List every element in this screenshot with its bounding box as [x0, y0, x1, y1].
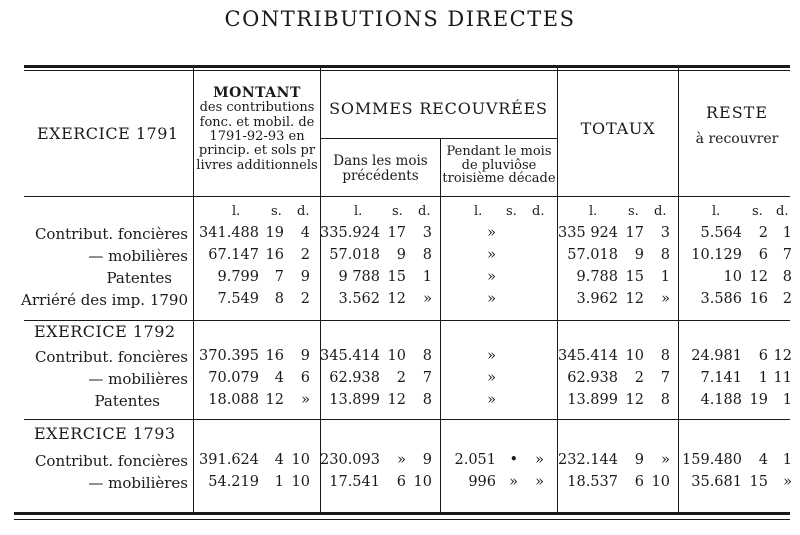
reste-sols: 15 [749, 474, 768, 490]
precedents-deniers: 3 [422, 225, 432, 241]
totaux-sols: 15 [625, 269, 644, 285]
reste-sols: 12 [749, 269, 768, 285]
precedents-sols: » [397, 452, 406, 468]
reste-deniers: 1 [782, 392, 792, 408]
pluviose-livres: » [487, 392, 496, 408]
row-label: Patentes [106, 269, 172, 287]
pluviose-unit-l: l. [474, 204, 483, 219]
montant-livres: 7.549 [217, 291, 259, 307]
precedents-livres: 3.562 [338, 291, 380, 307]
reste-deniers: » [783, 474, 792, 490]
top-thick-rule [24, 65, 790, 68]
totaux-header: TOTAUX [580, 119, 656, 138]
row-label: Arriéré des imp. 1790 [21, 291, 188, 309]
reste-sols: 1 [758, 370, 768, 386]
totaux-livres: 62.938 [567, 370, 618, 386]
reste-sols: 19 [749, 392, 768, 408]
precedents-livres: 335.924 [320, 225, 380, 241]
reste-unit-l: l. [712, 204, 721, 219]
reste-deniers: 12 [773, 348, 792, 364]
pluviose-unit-d: d. [532, 204, 545, 219]
totaux-sols: 9 [634, 247, 644, 263]
montant-line-4: princip. et sols pr [198, 143, 316, 159]
dans-les-mois-header [321, 154, 440, 184]
pluviose-deniers: » [535, 452, 544, 468]
pluviose-unit-s: s. [506, 204, 517, 219]
precedents-deniers: 10 [413, 474, 432, 490]
montant-deniers: 2 [300, 247, 310, 263]
reste-deniers: 11 [773, 370, 792, 386]
pendant-line-1: Pendant le mois [446, 144, 552, 159]
row-label: Contribut. foncières [34, 225, 188, 243]
reste-deniers: 7 [782, 247, 792, 263]
section-rule-1793 [24, 419, 790, 420]
reste-livres: 10.129 [691, 247, 742, 263]
totaux-deniers: 8 [660, 348, 670, 364]
montant-livres: 370.395 [199, 348, 259, 364]
montant-sols: 12 [265, 392, 284, 408]
totaux-deniers: 3 [660, 225, 670, 241]
reste-deniers: 1 [782, 452, 792, 468]
totaux-livres: 335 924 [558, 225, 618, 241]
precedents-unit-d: d. [418, 204, 431, 219]
header-bottom-rule [24, 196, 790, 197]
reste-livres: 7.141 [700, 370, 742, 386]
reste-deniers: 1 [782, 225, 792, 241]
reste-sols: 2 [758, 225, 768, 241]
precedents-deniers: 8 [422, 247, 432, 263]
montant-deniers: 4 [300, 225, 310, 241]
reste-unit-d: d. [776, 204, 789, 219]
bottom-thin-rule [14, 519, 790, 520]
totaux-sols: 9 [634, 452, 644, 468]
montant-deniers: 9 [300, 348, 310, 364]
reste-livres: 5.564 [700, 225, 742, 241]
pluviose-sols: » [509, 474, 518, 490]
totaux-sols: 2 [634, 370, 644, 386]
precedents-sols: 6 [396, 474, 406, 490]
totaux-livres: 345.414 [558, 348, 618, 364]
reste-title: RESTE [705, 103, 769, 122]
montant-deniers: 9 [300, 269, 310, 285]
reste-unit-s: s. [752, 204, 763, 219]
exercice-1791-heading: EXERCICE 1791 [37, 124, 179, 143]
col-divider-2 [320, 68, 321, 512]
precedents-livres: 345.414 [320, 348, 380, 364]
totaux-sols: 12 [625, 291, 644, 307]
precedents-livres: 57.018 [329, 247, 380, 263]
row-label: — mobilières [88, 247, 188, 265]
precedents-unit-s: s. [392, 204, 403, 219]
totaux-deniers: 8 [660, 247, 670, 263]
totaux-deniers: » [661, 291, 670, 307]
totaux-livres: 18.537 [567, 474, 618, 490]
montant-line-1: des contributions [199, 100, 315, 116]
row-label: Contribut. foncières [34, 348, 188, 366]
montant-livres: 67.147 [208, 247, 259, 263]
totaux-livres: 9.788 [576, 269, 618, 285]
bottom-thick-rule [14, 512, 790, 515]
montant-livres: 54.219 [208, 474, 259, 490]
reste-sols: 6 [758, 348, 768, 364]
pluviose-livres: » [487, 370, 496, 386]
montant-title: MONTANT [213, 85, 301, 101]
montant-deniers: 10 [291, 452, 310, 468]
montant-sols: 16 [265, 247, 284, 263]
precedents-livres: 62.938 [329, 370, 380, 386]
reste-subtitle: à recouvrer [695, 130, 779, 147]
precedents-sols: 10 [387, 348, 406, 364]
row-label: — mobilières [88, 370, 188, 388]
montant-sols: 19 [265, 225, 284, 241]
page-title: CONTRIBUTIONS DIRECTES [224, 7, 576, 31]
reste-livres: 24.981 [691, 348, 742, 364]
precedents-unit-l: l. [354, 204, 363, 219]
totaux-deniers: 10 [651, 474, 670, 490]
montant-unit-l: l. [232, 204, 241, 219]
montant-livres: 70.079 [208, 370, 259, 386]
pluviose-livres: » [487, 348, 496, 364]
totaux-unit-l: l. [589, 204, 598, 219]
pluviose-livres: 2.051 [454, 452, 496, 468]
pluviose-livres: » [487, 225, 496, 241]
sommes-header: SOMMES RECOUVRÉES [329, 99, 548, 118]
exercice-1793-heading: EXERCICE 1793 [34, 424, 176, 443]
col-divider-3 [440, 138, 441, 512]
precedents-sols: 12 [387, 392, 406, 408]
reste-livres: 4.188 [700, 392, 742, 408]
montant-line-3: 1791-92-93 en [209, 128, 305, 144]
precedents-deniers: 1 [422, 269, 432, 285]
totaux-unit-s: s. [628, 204, 639, 219]
precedents-sols: 12 [387, 291, 406, 307]
precedents-deniers: 8 [422, 392, 432, 408]
montant-sols: 16 [265, 348, 284, 364]
pluviose-sols: • [509, 452, 518, 468]
reste-sols: 16 [749, 291, 768, 307]
montant-livres: 341.488 [199, 225, 259, 241]
totaux-deniers: 8 [660, 392, 670, 408]
precedents-sols: 15 [387, 269, 406, 285]
totaux-sols: 6 [634, 474, 644, 490]
pendant-line-2: de pluviôse [461, 157, 537, 173]
sommes-underline [320, 138, 557, 139]
reste-livres: 3.586 [700, 291, 742, 307]
precedents-sols: 17 [387, 225, 406, 241]
row-label: Patentes [94, 392, 160, 410]
montant-unit-d: d. [297, 204, 310, 219]
montant-line-5: livres additionnels [196, 157, 318, 173]
montant-livres: 391.624 [199, 452, 259, 468]
montant-sols: 1 [274, 474, 284, 490]
montant-deniers: 6 [300, 370, 310, 386]
montant-sols: 4 [274, 370, 284, 386]
montant-livres: 9.799 [217, 269, 259, 285]
row-label: Contribut. foncières [34, 452, 188, 470]
top-thin-rule [24, 70, 790, 71]
montant-sols: 4 [274, 452, 284, 468]
pluviose-livres: 996 [468, 474, 496, 490]
precedents-sols: 9 [396, 247, 406, 263]
reste-sols: 6 [758, 247, 768, 263]
reste-header [679, 104, 795, 147]
montant-deniers: 2 [300, 291, 310, 307]
totaux-livres: 232.144 [558, 452, 618, 468]
totaux-unit-d: d. [654, 204, 667, 219]
totaux-sols: 10 [625, 348, 644, 364]
pluviose-livres: » [487, 291, 496, 307]
totaux-deniers: » [661, 452, 670, 468]
reste-livres: 159.480 [682, 452, 742, 468]
dans-line-1: Dans les mois [333, 153, 428, 169]
montant-line-2: fonc. et mobil. de [199, 114, 315, 130]
pendant-header [441, 145, 557, 186]
totaux-sols: 17 [625, 225, 644, 241]
montant-deniers: » [301, 392, 310, 408]
reste-sols: 4 [758, 452, 768, 468]
totaux-livres: 57.018 [567, 247, 618, 263]
montant-livres: 18.088 [208, 392, 259, 408]
reste-deniers: 2 [782, 291, 792, 307]
exercice-1792-heading: EXERCICE 1792 [34, 322, 176, 341]
totaux-livres: 3.962 [576, 291, 618, 307]
precedents-livres: 9 788 [338, 269, 380, 285]
pluviose-livres: » [487, 247, 496, 263]
precedents-sols: 2 [396, 370, 406, 386]
dans-line-2: précédents [342, 167, 419, 184]
section-rule-1792 [24, 320, 790, 321]
precedents-livres: 13.899 [329, 392, 380, 408]
montant-sols: 7 [274, 269, 284, 285]
pluviose-deniers: » [535, 474, 544, 490]
reste-livres: 10 [723, 269, 742, 285]
precedents-deniers: 8 [422, 348, 432, 364]
montant-unit-s: s. [271, 204, 282, 219]
totaux-livres: 13.899 [567, 392, 618, 408]
precedents-livres: 230.093 [320, 452, 380, 468]
totaux-deniers: 7 [660, 370, 670, 386]
row-label: — mobilières [88, 474, 188, 492]
pendant-line-3: troisième décade [442, 171, 556, 187]
montant-header [194, 86, 320, 173]
montant-deniers: 10 [291, 474, 310, 490]
pluviose-livres: » [487, 269, 496, 285]
precedents-deniers: 9 [422, 452, 432, 468]
totaux-sols: 12 [625, 392, 644, 408]
reste-deniers: 8 [782, 269, 792, 285]
montant-sols: 8 [274, 291, 284, 307]
precedents-livres: 17.541 [329, 474, 380, 490]
precedents-deniers: » [423, 291, 432, 307]
totaux-deniers: 1 [660, 269, 670, 285]
precedents-deniers: 7 [422, 370, 432, 386]
reste-livres: 35.681 [691, 474, 742, 490]
